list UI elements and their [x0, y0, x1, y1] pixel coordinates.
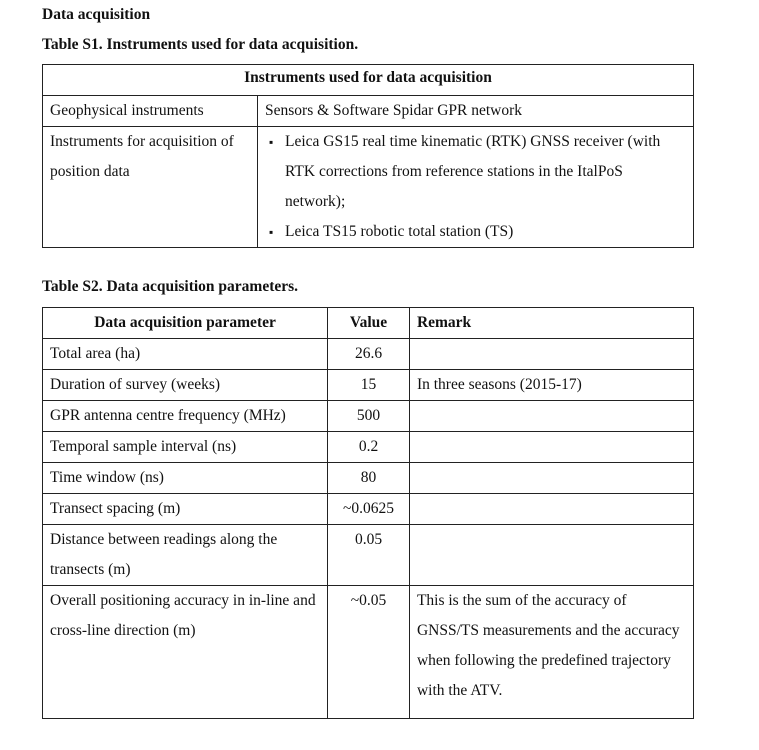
table-row: [43, 370, 694, 401]
parameter-cell: GPR antenna centre frequency (MHz): [43, 401, 328, 432]
table-row: [43, 525, 694, 586]
table-header-row: [43, 308, 694, 339]
table-row: [43, 432, 694, 463]
list-item: [265, 217, 686, 247]
list-item-text: Leica TS15 robotic total station (TS): [285, 223, 514, 240]
column-header-remark: Remark: [409, 308, 693, 339]
list-item-text: Leica GS15 real time kinematic (RTK) GNSS receiver (with RTK corrections from reference stations in the ItalPoS network);: [285, 133, 661, 210]
remark-cell: In three seasons (2015-17): [409, 370, 693, 401]
value-cell: 0.05: [328, 525, 410, 586]
instrument-value: Sensors & Software Spidar GPR network: [258, 96, 694, 127]
table-row: [43, 494, 694, 525]
parameter-cell: Time window (ns): [43, 463, 328, 494]
table1-caption: Table S1. Instruments used for data acquisition.: [42, 36, 359, 53]
value-cell: 15: [328, 370, 410, 401]
column-header-value: Value: [328, 308, 410, 339]
table-row: [43, 463, 694, 494]
section-title: Data acquisition: [42, 6, 151, 23]
parameters-table: [42, 307, 694, 719]
table-row: [43, 339, 694, 370]
value-cell: ~0.0625: [328, 494, 410, 525]
instrument-label: Geophysical instruments: [43, 96, 258, 127]
parameter-cell: Total area (ha): [43, 339, 328, 370]
value-cell: 0.2: [328, 432, 410, 463]
value-cell: 26.6: [328, 339, 410, 370]
remark-cell: [409, 401, 693, 432]
table-row: [43, 401, 694, 432]
remark-cell: [409, 432, 693, 463]
remark-cell: [409, 525, 693, 586]
bullet-icon: ▪: [269, 225, 274, 239]
table-row: [43, 586, 694, 719]
parameter-cell: Distance between readings along the transects (m): [43, 525, 328, 586]
table2-caption: Table S2. Data acquisition parameters.: [42, 278, 299, 295]
remark-cell: [409, 339, 693, 370]
instruments-table: [42, 64, 694, 248]
remark-cell: [409, 494, 693, 525]
parameter-cell: Overall positioning accuracy in in-line and cross-line direction (m): [43, 586, 328, 719]
remark-cell: This is the sum of the accuracy of GNSS/TS measurements and the accuracy when following the predefined trajectory with the ATV.: [409, 586, 693, 719]
parameter-cell: Duration of survey (weeks): [43, 370, 328, 401]
parameter-cell: Temporal sample interval (ns): [43, 432, 328, 463]
instruments-table-header: Instruments used for data acquisition: [43, 65, 694, 96]
table-row: [43, 96, 694, 127]
value-cell: 500: [328, 401, 410, 432]
column-header-parameter: Data acquisition parameter: [43, 308, 328, 339]
parameter-cell: Transect spacing (m): [43, 494, 328, 525]
list-item: [265, 127, 686, 217]
value-cell: ~0.05: [328, 586, 410, 719]
bullet-icon: ▪: [269, 135, 274, 149]
instrument-bullets: [258, 127, 694, 248]
value-cell: 80: [328, 463, 410, 494]
instrument-label: Instruments for acquisition of position data: [43, 127, 258, 248]
remark-cell: [409, 463, 693, 494]
table-row: [43, 127, 694, 248]
